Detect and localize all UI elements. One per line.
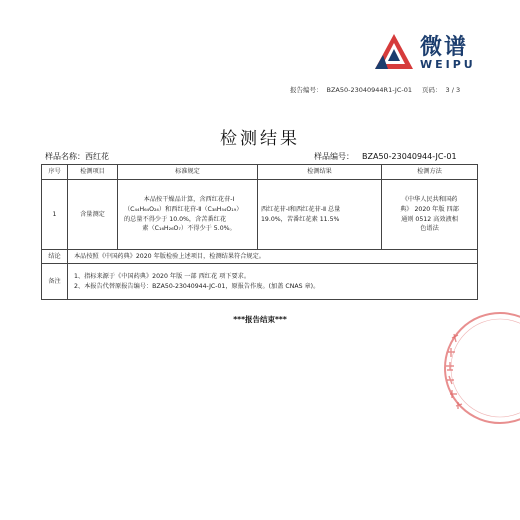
report-header — [290, 85, 464, 94]
page-label: 页码： — [422, 86, 442, 94]
remark-row — [42, 264, 478, 300]
col-header-method: 检测方法 — [382, 165, 478, 180]
remark-text — [68, 264, 478, 300]
seal-stamp-icon — [412, 308, 520, 428]
method-line: 典》 2020 年版 四部 — [400, 205, 459, 213]
method-line: 色谱法 — [420, 225, 439, 233]
sample-no-value: BZA50-23040944-JC-01 — [362, 152, 457, 161]
row-no: 1 — [42, 180, 68, 250]
conclusion-text: 本品按照《中国药典》2020 年版检验上述项目，检测结果符合规定。 — [68, 250, 478, 264]
sample-no-label: 样品编号： — [314, 152, 354, 161]
report-no-value: BZA50-23040944R1-JC-01 — [326, 86, 412, 94]
sample-name — [45, 151, 109, 162]
brand-name-cn: 微谱 — [420, 35, 469, 60]
row-item: 含量测定 — [68, 180, 118, 250]
method-line: 通则 0512 高效液相 — [401, 215, 458, 223]
conclusion-label: 结论 — [42, 250, 68, 264]
remark-line: 2、本报告代替原报告编号：BZA50-23040944-JC-01，原报告作废。(加盖 CNAS 章)。 — [74, 282, 320, 290]
report-end-text: ***报告结束*** — [233, 315, 287, 324]
conclusion-row — [42, 250, 478, 264]
col-header-standard: 标准规定 — [118, 165, 258, 180]
standard-line: 素（C₁₆H₂₆O₇）不得少于 5.0%。 — [142, 225, 236, 233]
remark-label: 备注 — [42, 264, 68, 300]
col-header-result: 检测结果 — [258, 165, 382, 180]
results-table — [41, 164, 478, 300]
standard-line: 本品按干燥品计算，含西红花苷-Ⅰ — [143, 196, 235, 204]
method-line: 《中华人民共和国药 — [401, 196, 458, 204]
result-line: 西红花苷-Ⅰ和西红花苷-Ⅱ 总量 — [261, 205, 341, 213]
logo-icon — [374, 33, 414, 71]
remark-line: 1、指标来源于《中国药典》2020 年版 一部 西红花 项下要求。 — [74, 272, 251, 280]
col-header-no: 序号 — [42, 165, 68, 180]
row-result — [258, 180, 382, 250]
sample-number — [314, 151, 457, 162]
sample-name-label: 样品名称： — [45, 152, 85, 161]
col-header-item: 检测项目 — [68, 165, 118, 180]
standard-line: （C₄₄H₆₄O₂₄）和西红花苷-Ⅱ（C₃₈H₅₄O₁₉） — [124, 205, 243, 213]
result-line: 19.0%，苦番红花素 11.5% — [261, 215, 340, 223]
row-standard — [118, 180, 258, 250]
row-method — [382, 180, 478, 250]
table-header-row — [42, 165, 478, 180]
page-value: 3 / 3 — [445, 86, 461, 94]
page-title: 检测结果 — [220, 129, 300, 149]
table-row — [42, 180, 478, 250]
brand-name-en: WEIPU — [420, 58, 476, 71]
sample-name-value: 西红花 — [85, 152, 109, 161]
standard-line: 的总量不得少于 10.0%，含苦番红花 — [124, 215, 227, 223]
report-no-label: 报告编号： — [290, 86, 323, 94]
